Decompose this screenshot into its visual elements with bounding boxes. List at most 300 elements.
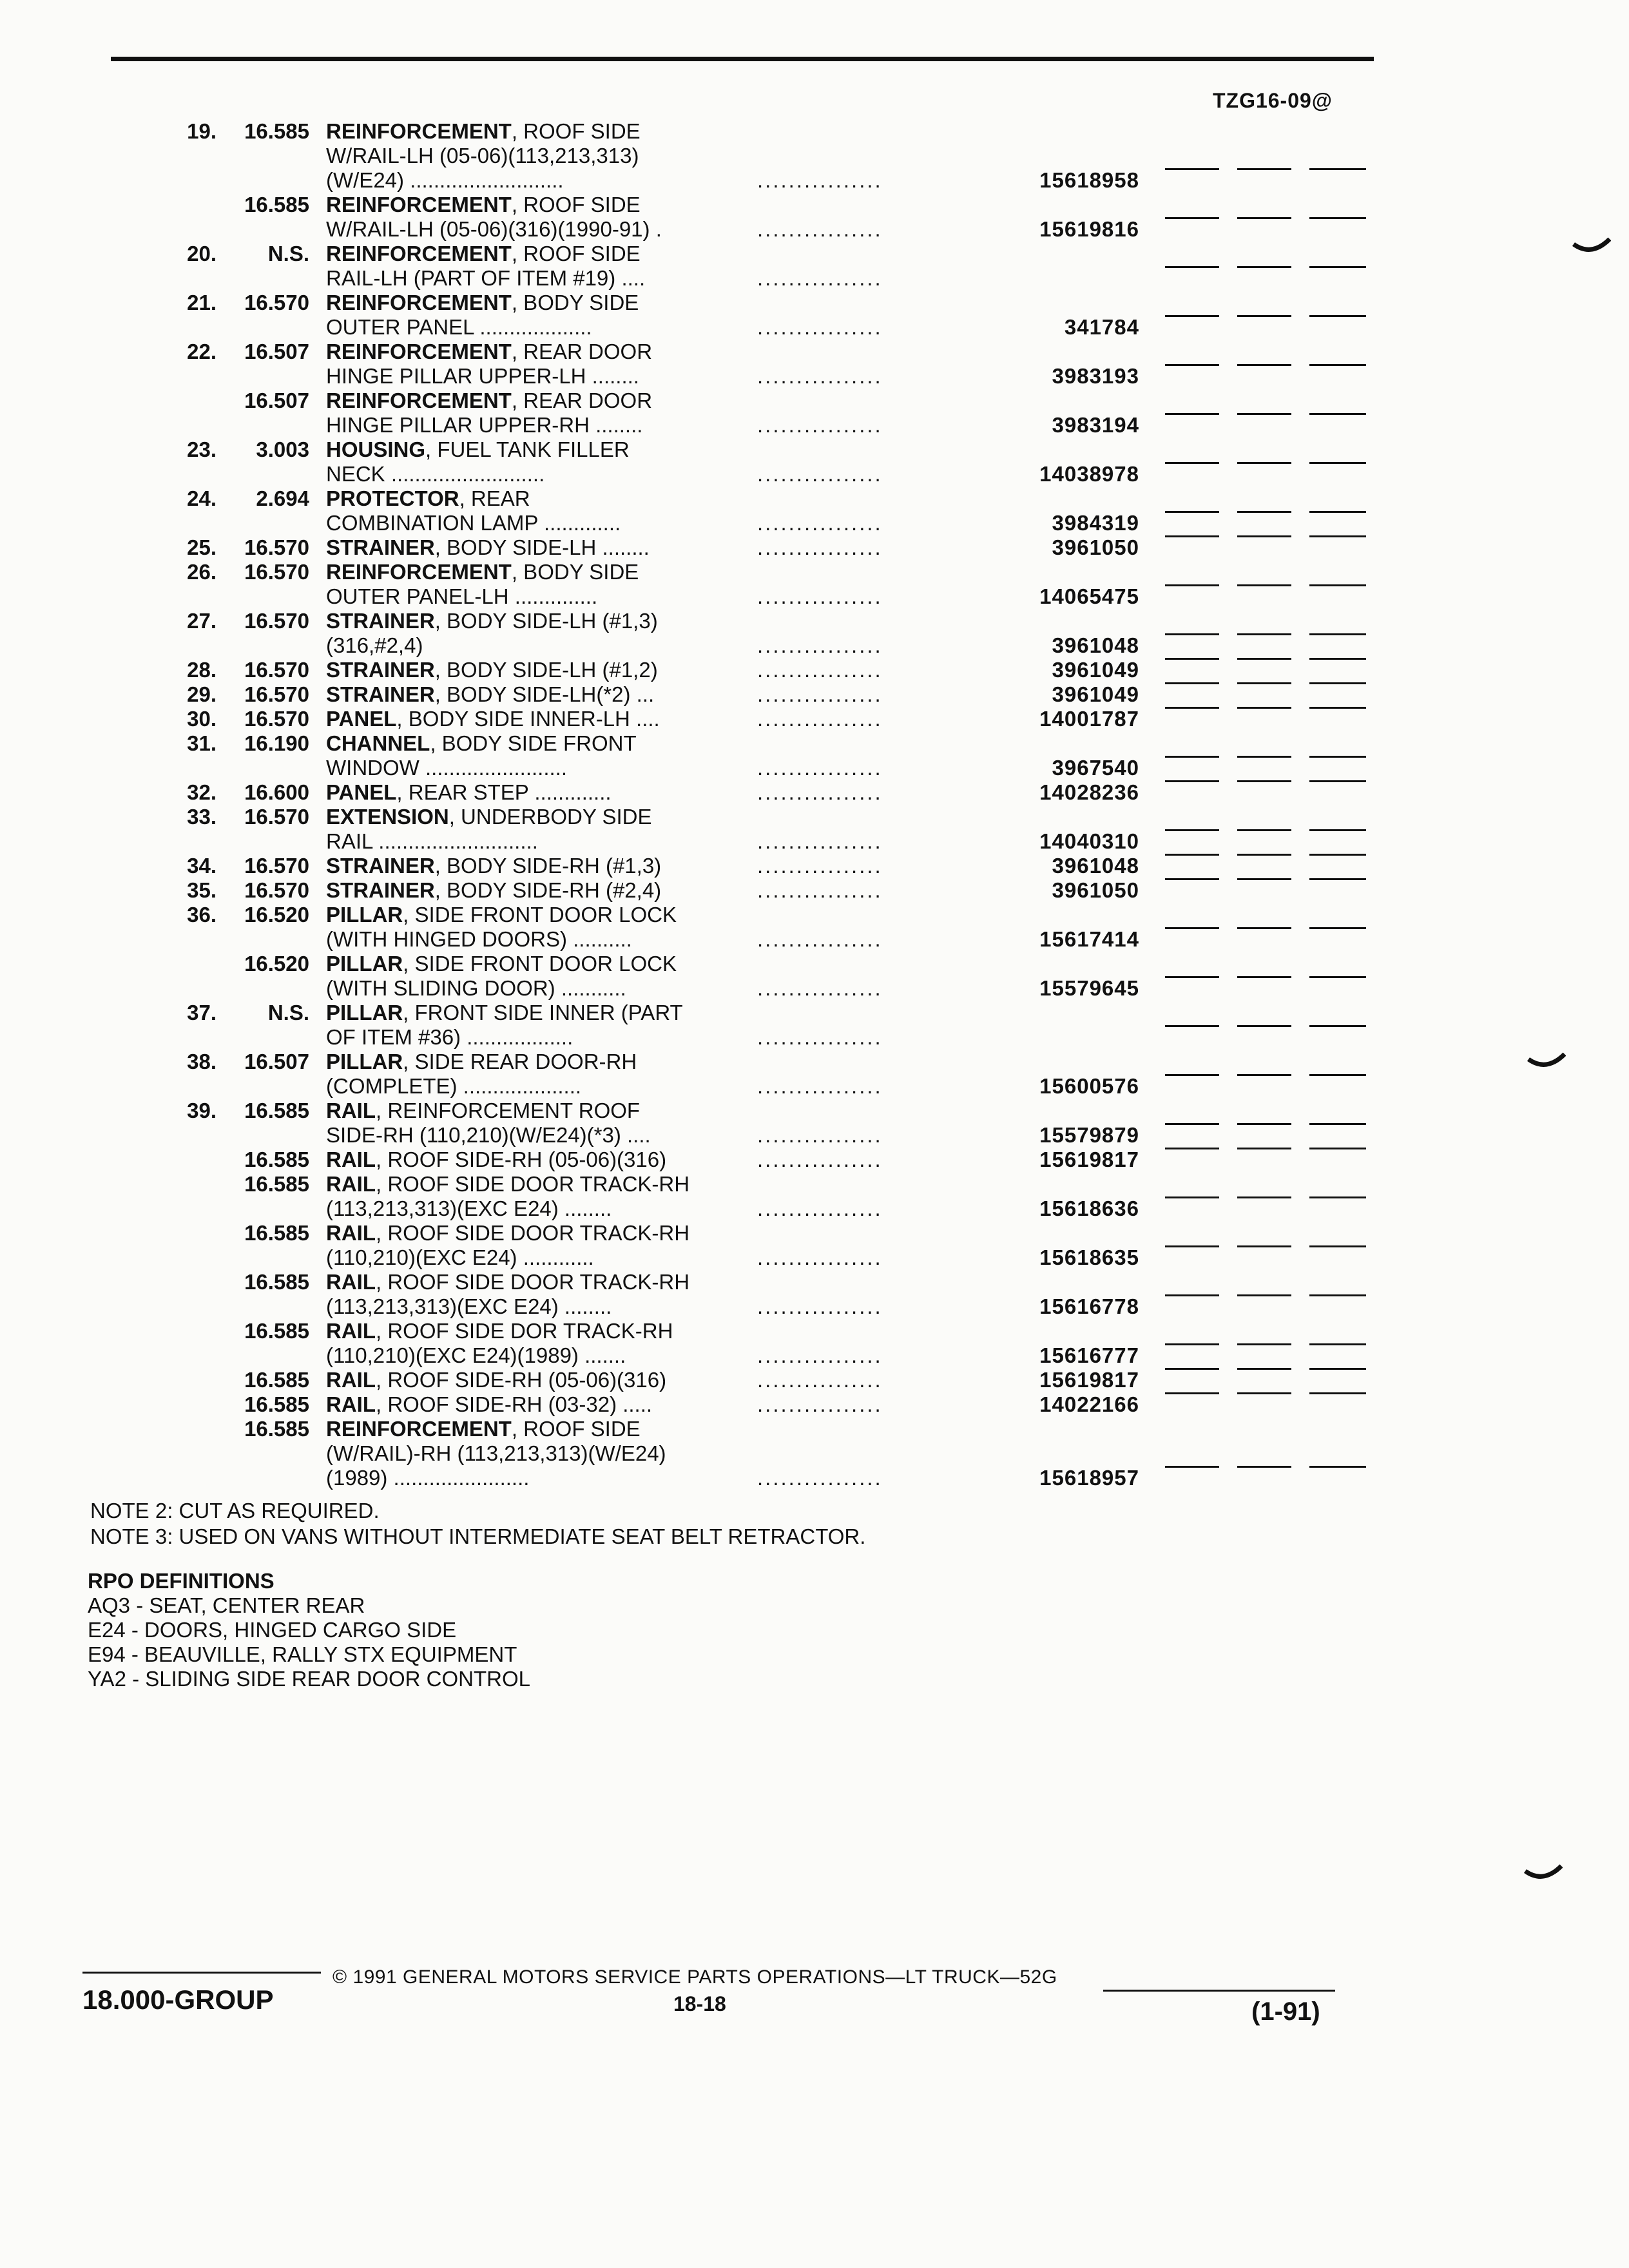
leader-dots: ................ [757,1025,883,1049]
blank-line [1237,1245,1291,1247]
part-name: PILLAR [326,1001,403,1024]
blank-line [1309,1074,1366,1076]
blank-line [1165,1074,1219,1076]
leader-dots: ................ [757,1074,883,1098]
part-row [0,1172,1629,1196]
blank-line [1309,462,1366,464]
part-number: 14001787 [1039,707,1139,731]
blank-line [1165,1392,1219,1394]
blank-line [1165,462,1219,464]
part-detail: , SIDE FRONT DOOR LOCK [403,952,677,975]
catalog-code: TZG16-09@ [1212,89,1333,112]
blank-line [1237,976,1291,978]
rpo-item: E94 - BEAUVILLE, RALLY STX EQUIPMENT [88,1642,517,1666]
part-description [326,511,621,535]
blank-line [1165,1196,1219,1198]
part-name: REINFORCEMENT [326,119,512,143]
part-row [0,291,1629,315]
blank-line [1237,707,1291,709]
part-detail: (316,#2,4) [326,633,423,657]
part-number: 3961050 [1052,535,1139,559]
part-detail: , FRONT SIDE INNER (PART [403,1001,683,1024]
item-number: 28. [187,658,217,682]
part-name: EXTENSION [326,805,449,829]
part-detail: (113,213,313)(EXC E24) ........ [326,1294,612,1318]
part-row [0,1148,1629,1172]
group-number: 16.570 [244,682,309,706]
part-number: 15618635 [1039,1245,1139,1269]
blank-line [1165,829,1219,831]
part-number: 3961048 [1052,854,1139,878]
item-number: 33. [187,805,217,829]
item-number: 29. [187,682,217,706]
blank-line [1309,829,1366,831]
part-detail: , ROOF SIDE DOR TRACK-RH [376,1319,673,1343]
leader-dots: ................ [757,1245,883,1269]
part-description [326,560,639,584]
group-number: 16.570 [244,878,309,902]
rpo-definitions [88,1569,530,1691]
part-name: CHANNEL [326,731,430,755]
part-description [326,486,530,511]
part-description [326,1148,666,1172]
part-description [326,658,658,682]
blank-line [1309,633,1366,635]
part-detail: OUTER PANEL-LH .............. [326,584,598,608]
group-number: N.S. [267,1001,309,1024]
part-detail: , ROOF SIDE-RH (03-32) ..... [376,1392,653,1416]
part-row [0,242,1629,266]
part-number: 3961050 [1052,878,1139,902]
group-number: 16.507 [244,389,309,412]
blank-line [1165,682,1219,684]
blank-line [1309,682,1366,684]
part-description [326,1099,640,1123]
part-description [326,1050,637,1074]
footer-rule-left [82,1972,321,1974]
part-detail: , SIDE FRONT DOOR LOCK [403,903,677,927]
part-description [326,952,677,976]
part-number: 15619817 [1039,1368,1139,1392]
part-number: 15579879 [1039,1123,1139,1147]
part-detail: , ROOF SIDE-RH (05-06)(316) [376,1148,667,1171]
blank-line [1309,315,1366,317]
part-row [0,658,1629,682]
blank-line [1237,682,1291,684]
part-description [326,756,567,780]
part-row [0,584,1629,609]
blank-line [1237,584,1291,586]
item-number: 21. [187,291,217,314]
margin-mark [1527,1050,1566,1072]
part-row [0,315,1629,340]
part-number: 15579645 [1039,976,1139,1000]
blank-line [1165,1368,1219,1370]
footer-rule-right [1103,1990,1335,1992]
blank-line [1237,315,1291,317]
part-row [0,780,1629,805]
blank-line [1165,1123,1219,1125]
group-number: 16.585 [244,1319,309,1343]
part-number: 15619817 [1039,1148,1139,1171]
footer-page-number: 18-18 [673,1992,726,2015]
blank-line [1165,854,1219,856]
notes [90,1498,865,1550]
part-number: 14038978 [1039,462,1139,486]
part-row [0,462,1629,486]
part-row [0,535,1629,560]
part-row [0,1025,1629,1050]
group-number: 16.520 [244,952,309,975]
part-detail: (WITH HINGED DOORS) .......... [326,927,632,951]
part-description [326,1221,689,1245]
blank-line [1309,854,1366,856]
leader-dots: ................ [757,1392,883,1416]
blank-line [1309,511,1366,513]
blank-line [1165,927,1219,929]
footer-date: (1-91) [1251,1997,1320,2026]
part-name: PANEL [326,780,397,804]
part-description [326,1343,626,1368]
blank-line [1309,1466,1366,1468]
part-detail: HINGE PILLAR UPPER-LH ........ [326,364,639,388]
part-detail: (COMPLETE) .................... [326,1074,582,1098]
part-row [0,682,1629,707]
part-description [326,242,641,266]
blank-line [1309,878,1366,880]
part-description [326,1294,612,1319]
part-detail: , BODY SIDE-LH(*2) ... [434,682,655,706]
blank-line [1165,633,1219,635]
part-detail: , FUEL TANK FILLER [425,437,630,461]
part-description [326,291,639,315]
part-number: 15618957 [1039,1466,1139,1490]
part-name: STRAINER [326,854,435,878]
blank-line [1237,1123,1291,1125]
part-detail: RAIL-LH (PART OF ITEM #19) .... [326,266,646,290]
leader-dots: ................ [757,511,883,535]
part-name: RAIL [326,1392,376,1416]
part-description [326,462,545,486]
part-detail: W/RAIL-LH (05-06)(316)(1990-91) . [326,217,662,241]
part-description [326,1319,673,1343]
part-number: 14065475 [1039,584,1139,608]
leader-dots: ................ [757,462,883,486]
part-detail: RAIL ........................... [326,829,538,853]
part-description [326,217,662,242]
blank-line [1165,511,1219,513]
part-row [0,633,1629,658]
blank-line [1237,1025,1291,1027]
part-description [326,1392,652,1417]
blank-line [1237,1148,1291,1149]
blank-line [1165,168,1219,170]
item-number: 19. [187,119,217,143]
part-row [0,878,1629,903]
part-number: 14040310 [1039,829,1139,853]
part-row [0,1074,1629,1099]
part-detail: (W/RAIL)-RH (113,213,313)(W/E24) [326,1441,666,1465]
blank-line [1309,927,1366,929]
blank-line [1165,976,1219,978]
part-name: STRAINER [326,682,435,706]
part-row [0,1270,1629,1294]
item-number: 26. [187,560,217,584]
leader-dots: ................ [757,927,883,951]
part-detail: , REAR DOOR [511,389,653,412]
blank-line [1165,535,1219,537]
group-number: 16.585 [244,1221,309,1245]
part-name: REINFORCEMENT [326,389,512,412]
part-number: 341784 [1064,315,1139,339]
top-rule [111,57,1374,61]
blank-line [1309,707,1366,709]
group-number: 16.585 [244,119,309,143]
part-number: 3961049 [1052,658,1139,682]
leader-dots: ................ [757,1466,883,1490]
group-number: 16.520 [244,903,309,927]
group-number: 16.585 [244,1148,309,1171]
part-description [326,535,650,560]
footer-copyright: © 1991 GENERAL MOTORS SERVICE PARTS OPERATIONS—LT TRUCK—52G [333,1966,1057,1988]
part-detail: , ROOF SIDE DOOR TRACK-RH [376,1172,690,1196]
part-detail: , REAR [459,486,530,510]
part-number: 3961048 [1052,633,1139,657]
blank-line [1309,1245,1366,1247]
part-detail: , ROOF SIDE [511,193,641,216]
part-detail: COMBINATION LAMP ............. [326,511,621,535]
leader-dots: ................ [757,682,883,706]
part-description [326,1001,683,1025]
leader-dots: ................ [757,364,883,388]
blank-line [1237,829,1291,831]
part-row [0,364,1629,389]
part-number: 15618958 [1039,168,1139,192]
group-number: 16.570 [244,805,309,829]
part-row [0,1001,1629,1025]
blank-line [1237,535,1291,537]
part-description [326,389,652,413]
part-number: 15600576 [1039,1074,1139,1098]
part-row [0,952,1629,976]
part-row [0,1343,1629,1368]
part-name: PILLAR [326,1050,403,1073]
part-row [0,266,1629,291]
part-number: 14028236 [1039,780,1139,804]
leader-dots: ................ [757,854,883,878]
part-description [326,633,423,658]
part-row [0,1466,1629,1490]
part-name: PANEL [326,707,397,731]
blank-line [1165,364,1219,366]
leader-dots: ................ [757,1148,883,1171]
blank-line [1237,413,1291,415]
blank-line [1309,1343,1366,1345]
leader-dots: ................ [757,584,883,608]
part-description [326,780,612,805]
blank-line [1165,217,1219,219]
group-number: 16.570 [244,854,309,878]
blank-line [1237,854,1291,856]
blank-line [1165,756,1219,758]
part-description [326,340,652,364]
part-description [326,1123,651,1148]
leader-dots: ................ [757,658,883,682]
part-number: 15616777 [1039,1343,1139,1367]
part-name: RAIL [326,1221,376,1245]
part-name: STRAINER [326,609,435,633]
part-detail: (1989) ....................... [326,1466,530,1490]
blank-line [1237,1294,1291,1296]
part-name: REINFORCEMENT [326,291,512,314]
blank-line [1309,658,1366,660]
group-number: 16.570 [244,560,309,584]
part-row [0,1221,1629,1245]
blank-line [1309,1294,1366,1296]
leader-dots: ................ [757,633,883,657]
part-detail: , ROOF SIDE [511,1417,641,1441]
blank-line [1309,1368,1366,1370]
blank-line [1165,707,1219,709]
part-row [0,1099,1629,1123]
group-number: 16.585 [244,1417,309,1441]
part-description [326,193,641,217]
blank-line [1237,633,1291,635]
part-row [0,829,1629,854]
part-name: STRAINER [326,535,435,559]
part-row [0,1196,1629,1221]
part-description [326,903,677,927]
part-name: RAIL [326,1099,376,1122]
leader-dots: ................ [757,878,883,902]
part-row [0,486,1629,511]
item-number: 39. [187,1099,217,1122]
part-detail: , BODY SIDE INNER-LH .... [396,707,660,731]
item-number: 35. [187,878,217,902]
rpo-item: AQ3 - SEAT, CENTER REAR [88,1593,365,1617]
group-number: 16.570 [244,291,309,314]
blank-line [1309,413,1366,415]
blank-line [1165,878,1219,880]
group-number: 16.585 [244,1270,309,1294]
part-detail: , REINFORCEMENT ROOF [376,1099,641,1122]
part-row [0,854,1629,878]
margin-mark [1524,1862,1563,1884]
blank-line [1165,1466,1219,1468]
blank-line [1165,780,1219,782]
item-number: 34. [187,854,217,878]
part-description [326,1466,529,1490]
part-detail: , ROOF SIDE DOOR TRACK-RH [376,1270,690,1294]
part-row [0,1294,1629,1319]
blank-line [1165,584,1219,586]
part-description [326,976,626,1001]
blank-line [1165,1025,1219,1027]
part-row [0,927,1629,952]
part-description [326,119,641,144]
part-detail: OUTER PANEL ................... [326,315,592,339]
part-description [326,1270,689,1294]
part-number: 3967540 [1052,756,1139,780]
blank-line [1309,266,1366,268]
blank-line [1309,535,1366,537]
item-number: 32. [187,780,217,804]
item-number: 23. [187,437,217,461]
part-detail: , REAR STEP ............. [396,780,612,804]
blank-line [1237,927,1291,929]
part-row [0,119,1629,144]
part-name: REINFORCEMENT [326,242,512,265]
part-number: 14022166 [1039,1392,1139,1416]
leader-dots: ................ [757,266,883,290]
leader-dots: ................ [757,168,883,192]
margin-mark [1572,235,1611,257]
blank-line [1237,364,1291,366]
blank-line [1165,315,1219,317]
part-row [0,437,1629,462]
part-row [0,560,1629,584]
part-row [0,511,1629,535]
part-detail: (WITH SLIDING DOOR) ........... [326,976,626,1000]
part-description [326,584,597,609]
leader-dots: ................ [757,1123,883,1147]
part-row [0,1123,1629,1148]
blank-line [1237,780,1291,782]
part-number: 15617414 [1039,927,1139,951]
blank-line [1237,658,1291,660]
part-row [0,413,1629,437]
part-detail: HINGE PILLAR UPPER-RH ........ [326,413,643,437]
item-number: 25. [187,535,217,559]
part-row [0,1050,1629,1074]
blank-line [1165,266,1219,268]
group-number: 16.585 [244,1099,309,1122]
part-row [0,731,1629,756]
blank-line [1237,1343,1291,1345]
leader-dots: ................ [757,829,883,853]
part-detail: , ROOF SIDE [511,119,641,143]
part-row [0,193,1629,217]
part-description [326,315,592,340]
blank-line [1237,1196,1291,1198]
part-description [326,413,642,437]
blank-line [1309,1123,1366,1125]
part-description [326,878,661,903]
blank-line [1309,364,1366,366]
part-detail: , SIDE REAR DOOR-RH [403,1050,637,1073]
part-description [326,707,660,731]
group-number: 16.507 [244,1050,309,1073]
blank-line [1237,168,1291,170]
blank-line [1165,413,1219,415]
part-row [0,903,1629,927]
item-number: 36. [187,903,217,927]
part-row [0,1441,1629,1466]
item-number: 37. [187,1001,217,1024]
part-name: RAIL [326,1172,376,1196]
part-detail: SIDE-RH (110,210)(W/E24)(*3) .... [326,1123,651,1147]
part-row [0,756,1629,780]
part-row [0,1368,1629,1392]
part-name: PILLAR [326,903,403,927]
blank-line [1309,217,1366,219]
part-detail: , BODY SIDE-RH (#2,4) [434,878,662,902]
group-number: 16.585 [244,1172,309,1196]
part-description [326,437,630,462]
blank-line [1309,756,1366,758]
part-name: RAIL [326,1148,376,1171]
part-detail: OF ITEM #36) .................. [326,1025,574,1049]
